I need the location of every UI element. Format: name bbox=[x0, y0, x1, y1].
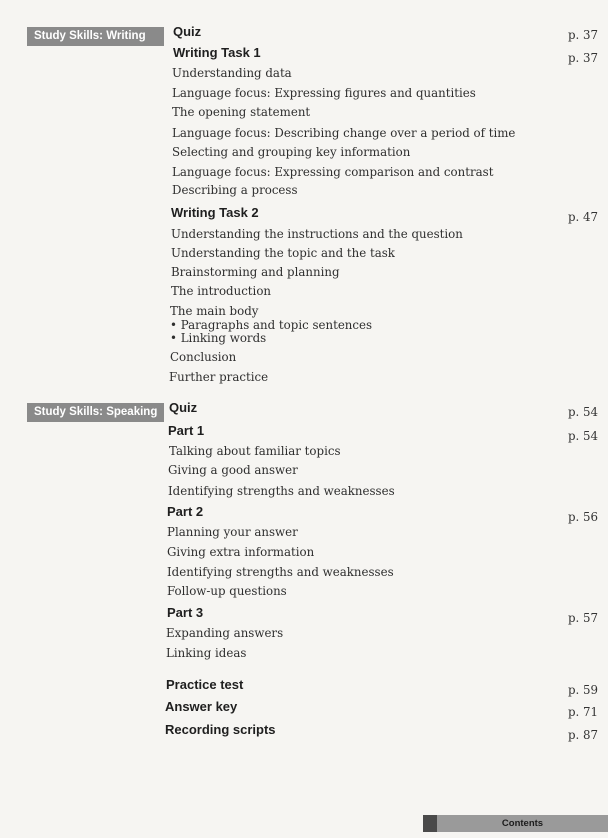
speaking-part3-heading: Part 3 bbox=[167, 605, 204, 620]
writing-task2-page: p. 47 bbox=[567, 210, 598, 224]
section-tab-writing: Study Skills: Writing bbox=[27, 27, 164, 46]
toc-item: The main body bbox=[170, 304, 259, 318]
toc-item: Giving extra information bbox=[167, 545, 315, 559]
toc-item: Understanding the topic and the task bbox=[171, 246, 395, 260]
writing-quiz-page: p. 37 bbox=[567, 28, 598, 42]
toc-item: Brainstorming and planning bbox=[171, 265, 340, 279]
section-tab-speaking: Study Skills: Speaking bbox=[27, 403, 164, 422]
toc-item: Understanding data bbox=[172, 66, 292, 80]
speaking-part2-page: p. 56 bbox=[567, 510, 598, 524]
toc-item: The opening statement bbox=[172, 105, 311, 119]
footer-marker bbox=[423, 815, 437, 832]
toc-item: Language focus: Expressing comparison and contrast bbox=[172, 165, 494, 179]
toc-item: Identifying strengths and weaknesses bbox=[167, 565, 394, 579]
toc-item: Identifying strengths and weaknesses bbox=[168, 484, 395, 498]
speaking-part3-page: p. 57 bbox=[567, 611, 598, 625]
toc-item: Conclusion bbox=[170, 350, 237, 364]
toc-item: The introduction bbox=[171, 284, 272, 298]
toc-item: Linking ideas bbox=[166, 646, 247, 660]
toc-subitem: • Linking words bbox=[170, 331, 267, 345]
speaking-part1-heading: Part 1 bbox=[168, 423, 205, 438]
toc-subitem: • Paragraphs and topic sentences bbox=[170, 318, 373, 332]
speaking-quiz-heading: Quiz bbox=[169, 400, 198, 415]
toc-item: Language focus: Expressing figures and quantities bbox=[172, 86, 476, 100]
speaking-part2-heading: Part 2 bbox=[167, 504, 204, 519]
toc-item: Understanding the instructions and the question bbox=[171, 227, 463, 241]
toc-item: Language focus: Describing change over a period of time bbox=[172, 126, 516, 140]
answer-key-heading: Answer key bbox=[165, 699, 238, 714]
writing-quiz-heading: Quiz bbox=[173, 24, 202, 39]
toc-item: Talking about familiar topics bbox=[169, 444, 341, 458]
writing-task2-heading: Writing Task 2 bbox=[171, 205, 259, 220]
recording-scripts-page: p. 87 bbox=[567, 728, 598, 742]
toc-item: Further practice bbox=[169, 370, 269, 384]
practice-test-page: p. 59 bbox=[567, 683, 598, 697]
writing-task1-page: p. 37 bbox=[567, 51, 598, 65]
writing-task1-heading: Writing Task 1 bbox=[173, 45, 261, 60]
toc-item: Describing a process bbox=[172, 183, 298, 197]
speaking-quiz-page: p. 54 bbox=[567, 405, 598, 419]
toc-item: Expanding answers bbox=[166, 626, 284, 640]
toc-item: Follow-up questions bbox=[167, 584, 287, 598]
toc-item: Giving a good answer bbox=[168, 463, 298, 477]
toc-item: Selecting and grouping key information bbox=[172, 145, 411, 159]
practice-test-heading: Practice test bbox=[166, 677, 244, 692]
speaking-part1-page: p. 54 bbox=[567, 429, 598, 443]
answer-key-page: p. 71 bbox=[567, 705, 598, 719]
footer-contents-label: Contents bbox=[501, 818, 544, 829]
toc-item: Planning your answer bbox=[167, 525, 298, 539]
recording-scripts-heading: Recording scripts bbox=[165, 722, 276, 737]
